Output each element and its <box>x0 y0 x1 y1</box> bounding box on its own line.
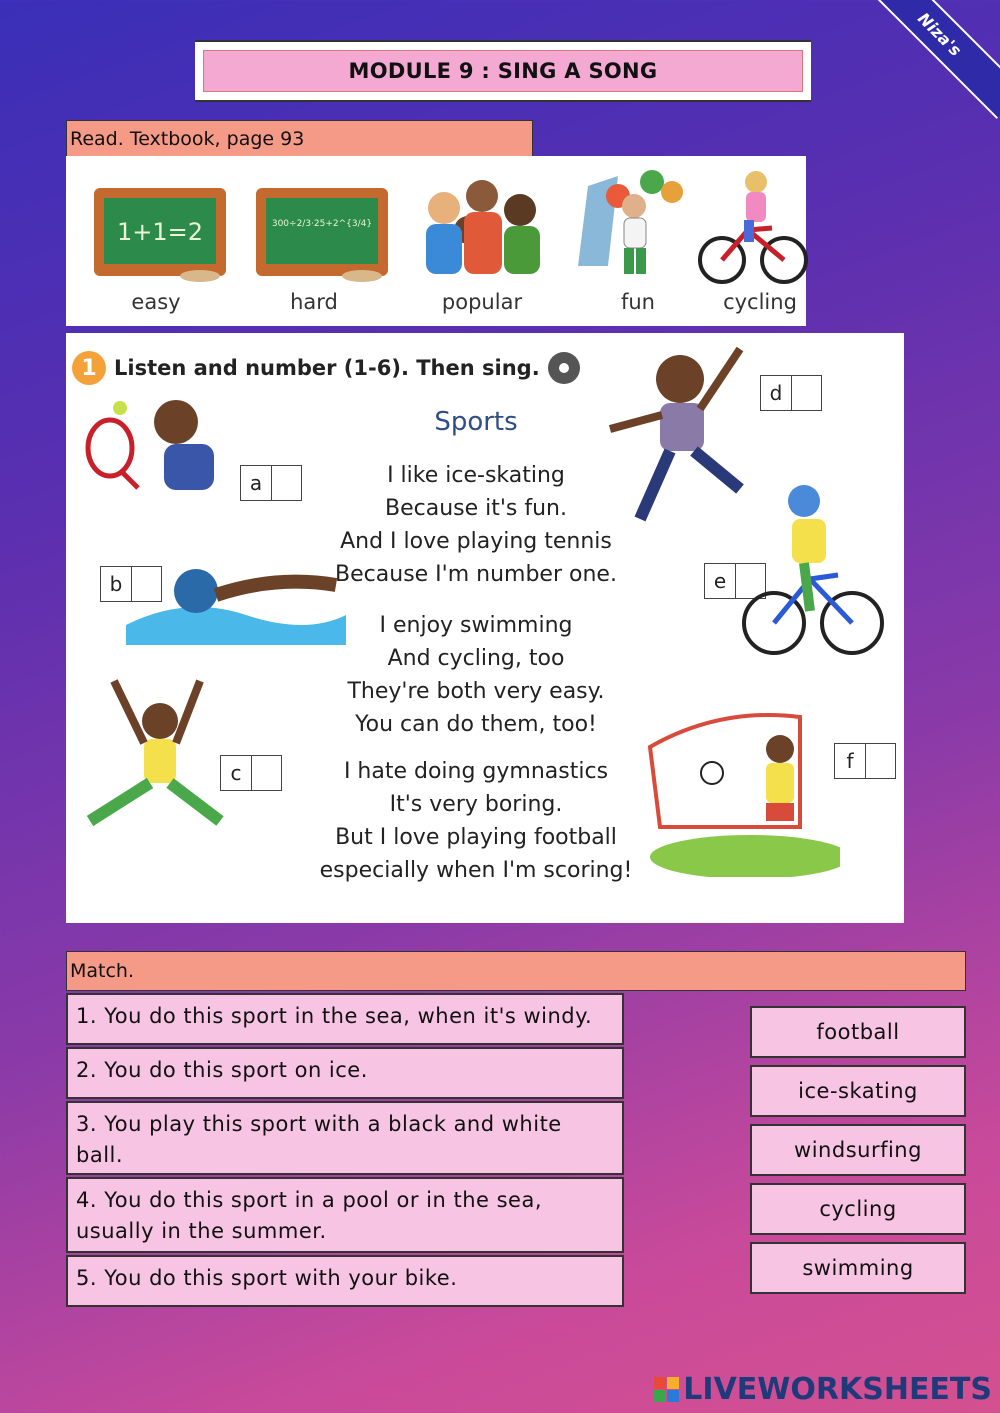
vocab-panel <box>66 156 806 326</box>
match-instruction: Match. <box>66 951 966 991</box>
song-title: Sports <box>434 407 518 437</box>
box-letter: a <box>241 466 272 500</box>
box-letter: c <box>221 756 252 790</box>
box-letter: f <box>835 744 866 778</box>
answer-box-c[interactable] <box>220 755 282 791</box>
verse-line: It's very boring. <box>389 792 563 817</box>
verse-line: Because I'm number one. <box>335 562 617 587</box>
box-input-slot[interactable] <box>252 756 281 790</box>
tennis-player-illustration <box>80 388 240 508</box>
match-answer-windsurfing[interactable]: windsurfing <box>750 1124 966 1176</box>
liveworksheets-logo[interactable] <box>654 1372 992 1407</box>
match-answer-swimming[interactable]: swimming <box>750 1242 966 1294</box>
vocab-word: easy <box>131 290 181 314</box>
answer-box-d[interactable] <box>760 375 822 411</box>
vocab-word: cycling <box>723 290 797 314</box>
box-input-slot[interactable] <box>866 744 895 778</box>
page-title: MODULE 9 : SING A SONG <box>203 50 803 92</box>
verse-2 <box>316 609 636 741</box>
song-instruction: Listen and number (1-6). Then sing. <box>114 356 540 380</box>
box-letter: e <box>705 564 736 598</box>
vocab-item-popular <box>408 156 556 326</box>
cyclist-illustration <box>734 483 884 663</box>
box-input-slot[interactable] <box>272 466 301 500</box>
vocab-word: popular <box>441 290 523 314</box>
verse-line: And I love playing tennis <box>340 529 612 554</box>
girl-on-bike-icon <box>692 160 812 290</box>
vocab-word: hard <box>290 290 338 314</box>
verse-3 <box>316 755 636 887</box>
logo-grid-icon <box>654 1377 679 1402</box>
match-answer-ice-skating[interactable]: ice-skating <box>750 1065 966 1117</box>
verse-line: I enjoy swimming <box>379 613 573 638</box>
gymnast-illustration <box>80 671 230 841</box>
chalk-hard-text: 300÷2/3·25+2^{3/4} <box>271 219 373 229</box>
swimmer-illustration <box>126 555 346 645</box>
group-of-kids-icon <box>412 168 552 288</box>
match-answer-cycling[interactable]: cycling <box>750 1183 966 1235</box>
verse-line: especially when I'm scoring! <box>319 858 633 883</box>
brand-ribbon: Niza's <box>855 0 1000 119</box>
vocab-item-cycling <box>686 156 834 326</box>
match-question-4: 4. You do this sport in a pool or in the sea, usually in the summer. <box>66 1177 624 1253</box>
verse-line: I hate doing gymnastics <box>343 759 609 784</box>
match-question-3: 3. You play this sport with a black and white ball. <box>66 1101 624 1175</box>
match-question-1: 1. You do this sport in the sea, when it's windy. <box>66 993 624 1045</box>
cd-icon <box>548 352 580 384</box>
title-frame <box>195 40 811 102</box>
vocab-item-easy <box>82 156 230 326</box>
box-letter: d <box>761 376 792 410</box>
box-letter: b <box>101 567 132 601</box>
box-input-slot[interactable] <box>792 376 821 410</box>
answer-box-a[interactable] <box>240 465 302 501</box>
song-panel <box>66 333 904 923</box>
verse-line: You can do them, too! <box>355 712 597 737</box>
match-question-5: 5. You do this sport with your bike. <box>66 1255 624 1307</box>
song-header <box>72 351 580 385</box>
verse-line: They're both very easy. <box>347 679 605 704</box>
verse-line: And cycling, too <box>387 646 565 671</box>
ice-skater-illustration <box>600 339 750 539</box>
vocab-item-hard <box>240 156 388 326</box>
match-answer-football[interactable]: football <box>750 1006 966 1058</box>
verse-line: But I love playing football <box>335 825 617 850</box>
verse-1 <box>316 459 636 591</box>
chalkboard-icon <box>252 184 392 294</box>
verse-line: I like ice-skating <box>387 463 565 488</box>
chalk-easy-text: 1+1=2 <box>116 218 204 246</box>
vocab-word: fun <box>620 290 655 314</box>
footer-brand-text: LIVEWORKSHEETS <box>683 1372 992 1407</box>
answer-box-f[interactable] <box>834 743 896 779</box>
football-goal-illustration <box>640 707 840 877</box>
exercise-number: 1 <box>72 351 106 385</box>
verse-line: Because it's fun. <box>384 496 567 521</box>
read-instruction: Read. Textbook, page 93 <box>66 120 533 158</box>
match-question-2: 2. You do this sport on ice. <box>66 1047 624 1099</box>
chalkboard-icon <box>90 184 230 294</box>
